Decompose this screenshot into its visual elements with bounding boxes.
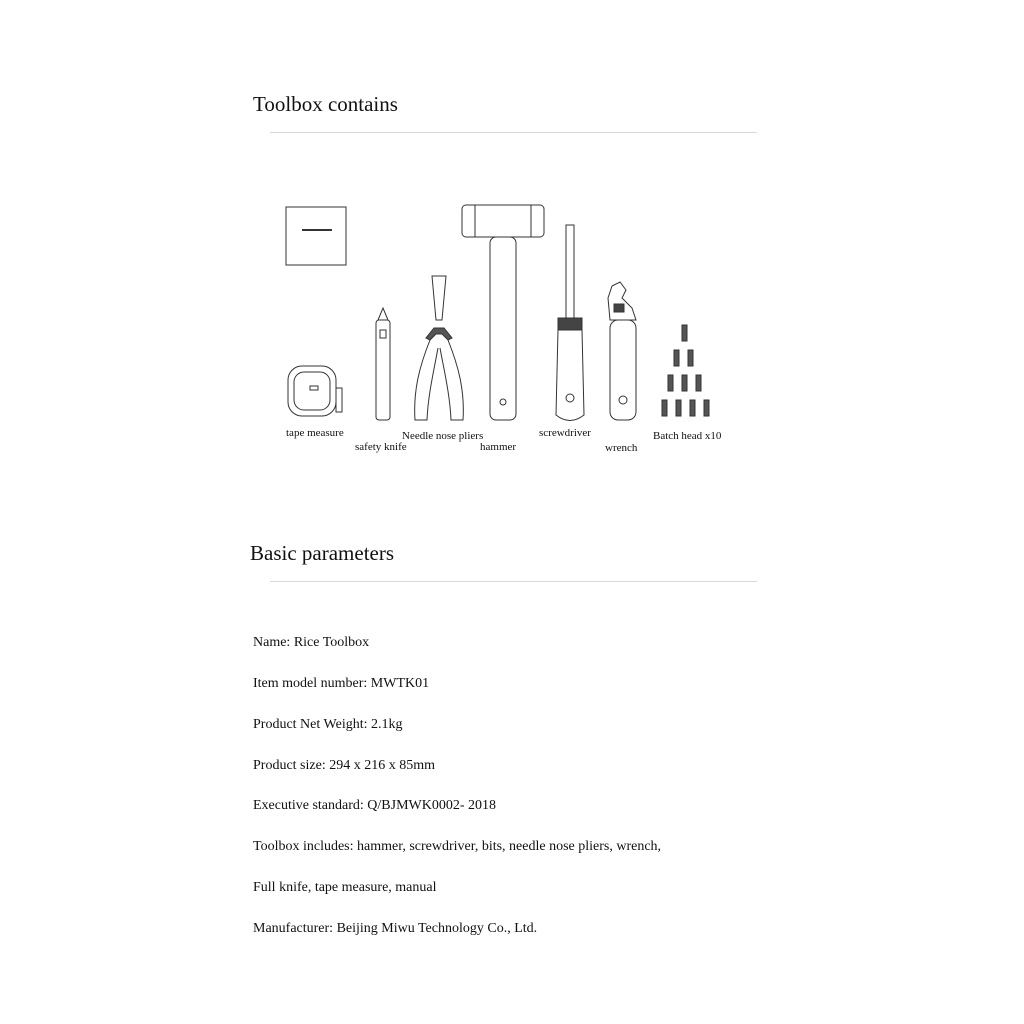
label-tape-measure: tape measure (286, 427, 344, 439)
param-line: Name: Rice Toolbox (253, 635, 370, 650)
safety-knife-icon (376, 308, 390, 420)
param-line: Manufacturer: Beijing Miwu Technology Co., Ltd. (253, 921, 538, 936)
label-bits: Batch head x10 (653, 430, 722, 442)
label-screwdriver: screwdriver (539, 427, 591, 439)
param-line: Item model number: MWTK01 (253, 676, 430, 691)
label-safety-knife: safety knife (355, 441, 407, 453)
manual-icon (286, 207, 346, 265)
screwdriver-icon (556, 225, 584, 421)
section-title-contents: Toolbox contains (253, 92, 398, 116)
param-line: Executive standard: Q/BJMWK0002- 2018 (253, 798, 497, 813)
label-needle-nose-pliers: Needle nose pliers (402, 430, 484, 442)
param-line: Product Net Weight: 2.1kg (253, 717, 403, 732)
hammer-icon (462, 205, 544, 420)
needle-nose-pliers-icon (415, 276, 464, 420)
param-line: Product size: 294 x 216 x 85mm (253, 758, 435, 773)
bits-icon (662, 325, 709, 416)
param-line: Toolbox includes: hammer, screwdriver, bits, needle nose pliers, wrench, (253, 839, 662, 854)
divider (270, 581, 757, 582)
tape-measure-icon (288, 366, 342, 416)
wrench-icon (608, 282, 636, 420)
label-wrench: wrench (605, 442, 638, 454)
section-title-params: Basic parameters (250, 541, 395, 565)
label-hammer: hammer (480, 441, 517, 453)
divider (270, 132, 757, 133)
param-line: Full knife, tape measure, manual (253, 880, 437, 895)
